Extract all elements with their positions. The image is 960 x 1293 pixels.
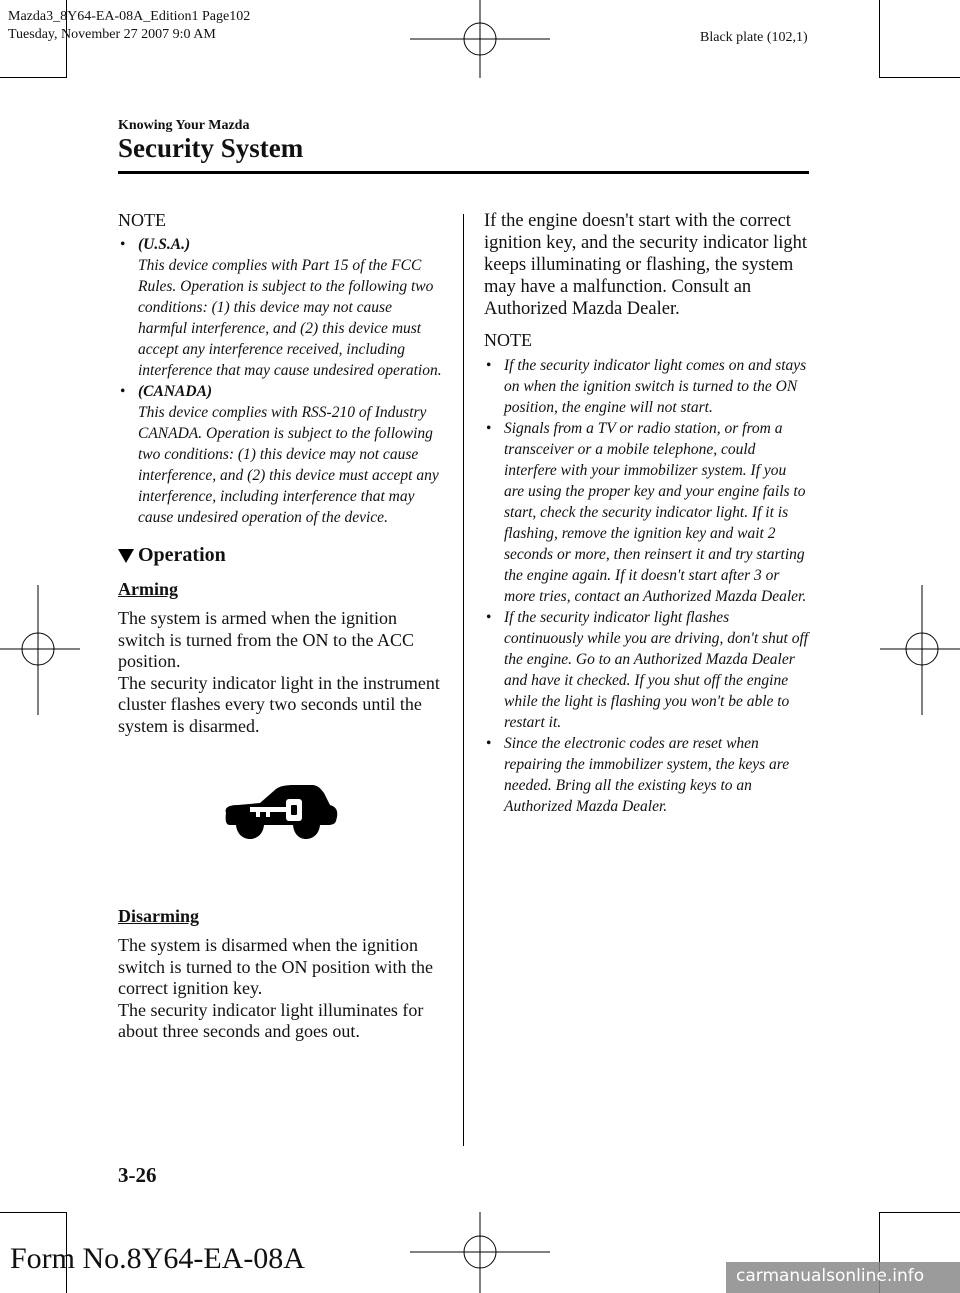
note-item bbox=[484, 607, 809, 733]
note-item-text: If the security indicator light flashes continuously while you are driving, don't shut off the engine. Go to an Authorized Mazda Dealer and have it checked. If you shut off the engine while the light is flashing you won't be able to restart it. bbox=[504, 609, 809, 731]
arming-paragraph-2: The security indicator light in the instrument cluster flashes every two seconds until the system is disarmed. bbox=[118, 672, 440, 736]
registration-target-bottom bbox=[410, 1212, 550, 1293]
column-divider bbox=[463, 214, 464, 1146]
crop-mark bbox=[880, 1212, 960, 1213]
note-list bbox=[484, 355, 809, 817]
note-label: NOTE bbox=[118, 210, 166, 230]
bullet: • bbox=[120, 383, 126, 400]
file-info-line2: Tuesday, November 27 2007 9:0 AM bbox=[8, 27, 216, 42]
bullet: • bbox=[120, 236, 126, 253]
title-rule bbox=[118, 171, 809, 174]
bullet: • bbox=[486, 735, 492, 752]
disarming-paragraph-2: The security indicator light illuminates for about three seconds and goes out. bbox=[118, 999, 424, 1041]
black-plate-label: Black plate (102,1) bbox=[700, 30, 808, 45]
bullet: • bbox=[486, 609, 492, 626]
operation-heading: Operation bbox=[138, 544, 226, 566]
right-column bbox=[484, 210, 809, 817]
bullet: • bbox=[486, 420, 492, 437]
note-list bbox=[118, 234, 443, 528]
crop-mark bbox=[0, 1212, 66, 1213]
registration-target-left bbox=[0, 585, 80, 715]
note-label: NOTE bbox=[484, 330, 532, 350]
registration-target-top bbox=[410, 0, 550, 80]
note-item bbox=[484, 733, 809, 817]
operation-heading-row bbox=[118, 544, 443, 567]
arming-paragraph-1: The system is armed when the ignition switch is turned from the ON to the ACC position. bbox=[118, 608, 414, 671]
note-item-heading: (CANADA) bbox=[138, 383, 213, 400]
note-item-text: If the security indicator light comes on and stays on when the ignition switch is turned to the ON position, the engine will not start. bbox=[504, 357, 807, 416]
note-item bbox=[118, 381, 443, 528]
crop-mark bbox=[0, 77, 66, 78]
security-indicator-figure bbox=[118, 783, 443, 858]
note-item-text: This device complies with Part 15 of the FCC Rules. Operation is subject to the following two conditions: (1) this device may not cause harmful interference, and (2) this device must accept any interference received, including interference that may cause undesired operation. bbox=[138, 257, 442, 379]
disarming-heading: Disarming bbox=[118, 906, 199, 926]
note-item bbox=[484, 355, 809, 418]
note-item-heading: (U.S.A.) bbox=[138, 236, 191, 253]
triangle-down-icon bbox=[118, 549, 134, 563]
malfunction-paragraph: If the engine doesn't start with the correct ignition key, and the security indicator light keeps illuminating or flashing, the system may have a malfunction. Consult an Authorized Mazda Dealer. bbox=[484, 211, 807, 319]
file-info bbox=[8, 8, 250, 44]
registration-target-right bbox=[880, 585, 960, 715]
note-item-text: This device complies with RSS-210 of Industry CANADA. Operation is subject to the following two conditions: (1) this device may not cause interference, and (2) this device must accept any interference, including interference that may cause undesired operation of the device. bbox=[138, 404, 439, 526]
note-item-text: Since the electronic codes are reset when repairing the immobilizer system, the keys are needed. Bring all the existing keys to an Authorized Mazda Dealer. bbox=[504, 735, 790, 815]
crop-mark bbox=[880, 77, 960, 78]
bullet: • bbox=[486, 357, 492, 374]
note-item-text: Signals from a TV or radio station, or from a transceiver or a mobile telephone, could interfere with your immobilizer system. If you are using the proper key and your engine fails to start, check the security indicator light. If it is flashing, remove the ignition key and wait 2 seconds or more, then reinsert it and try starting the engine again. If it doesn't start after 3 or more tries, contact an Authorized Mazda Dealer. bbox=[504, 420, 807, 605]
note-item bbox=[118, 234, 443, 381]
section-kicker: Knowing Your Mazda bbox=[118, 118, 250, 133]
page-title: Security System bbox=[118, 133, 304, 163]
watermark-text: carmanualsonline.info bbox=[736, 1266, 925, 1286]
left-column bbox=[118, 210, 443, 1043]
form-number: Form No.8Y64-EA-08A bbox=[10, 1242, 305, 1275]
car-with-key-icon bbox=[220, 783, 340, 843]
file-info-line1: Mazda3_8Y64-EA-08A_Edition1 Page102 bbox=[8, 9, 251, 24]
crop-mark bbox=[879, 0, 880, 78]
note-item bbox=[484, 418, 809, 607]
page-number: 3-26 bbox=[118, 1163, 157, 1187]
disarming-paragraph-1: The system is disarmed when the ignition switch is turned to the ON position with the correct ignition key. bbox=[118, 935, 433, 998]
arming-heading: Arming bbox=[118, 579, 178, 599]
